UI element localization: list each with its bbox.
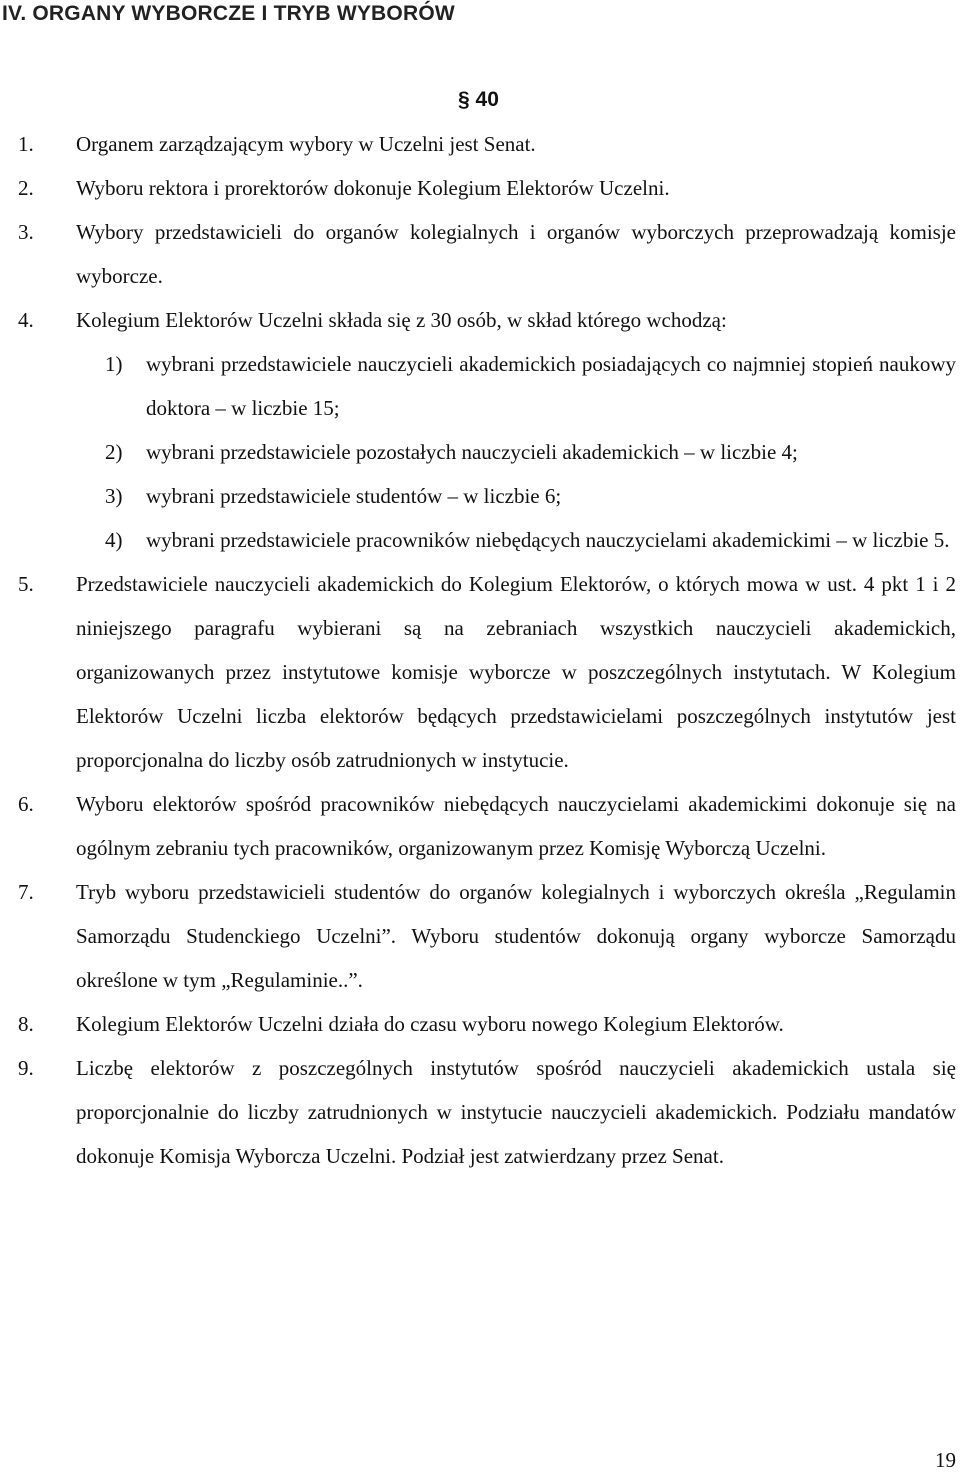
sub-item-number: 2): [105, 440, 123, 464]
item-text: Liczbę elektorów z poszczególnych instytutów spośród nauczycieli akademickich ustala się proporcjonalnie do liczby zatrudnionych w instytucie nauczycieli akademickich. Podziału mandatów dokonuje Komisja Wyborcza Uczelni. Podział jest zatwierdzany przez Senat.: [76, 1056, 956, 1168]
sub-item-number: 3): [105, 484, 123, 508]
section-number: § 40: [458, 88, 499, 111]
item-text: Kolegium Elektorów Uczelni składa się z 30 osób, w skład którego wchodzą:: [76, 308, 727, 332]
sub-item-text: wybrani przedstawiciele studentów – w liczbie 6;: [146, 484, 562, 508]
chapter-heading: IV. ORGANY WYBORCZE I TRYB WYBORÓW: [2, 2, 455, 25]
list-item: [0, 298, 960, 342]
sub-list-item: [105, 430, 960, 474]
page-number: 19: [935, 1448, 956, 1472]
sub-item-number: 4): [105, 528, 123, 552]
item-number: 4.: [18, 308, 34, 332]
item-number: 7.: [18, 880, 34, 904]
item-number: 9.: [18, 1056, 34, 1080]
sub-item-number: 1): [105, 352, 123, 376]
list-item: [0, 166, 960, 210]
item-number: 1.: [18, 132, 34, 156]
item-number: 2.: [18, 176, 34, 200]
item-number: 5.: [18, 572, 34, 596]
sub-item-text: wybrani przedstawiciele pracowników niebędących nauczycielami akademickimi – w liczbie 5.: [146, 528, 950, 552]
sub-item-text: wybrani przedstawiciele pozostałych nauczycieli akademickich – w liczbie 4;: [146, 440, 798, 464]
item-text: Przedstawiciele nauczycieli akademickich do Kolegium Elektorów, o których mowa w ust. 4 pkt 1 i 2 niniejszego paragrafu wybierani są na zebraniach wszystkich nauczycieli akademickich, organizowanych przez instytutowe komisje wyborcze w poszczególnych instytutach. W Kolegium Elektorów Uczelni liczba elektorów będących przedstawicielami poszczególnych instytutów jest proporcjonalna do liczby osób zatrudnionych w instytucie.: [76, 572, 956, 772]
list-item: [0, 210, 960, 298]
item-number: 6.: [18, 792, 34, 816]
item-number: 8.: [18, 1012, 34, 1036]
item-text: Kolegium Elektorów Uczelni działa do czasu wyboru nowego Kolegium Elektorów.: [76, 1012, 784, 1036]
sub-list-item: [105, 474, 960, 518]
item-text: Tryb wyboru przedstawicieli studentów do organów kolegialnych i wyborczych określa „Regulamin Samorządu Studenckiego Uczelni”. Wyboru studentów dokonują organy wyborcze Samorządu określone w tym „Regulaminie..”.: [76, 880, 956, 992]
list-item: [0, 1046, 960, 1178]
item-text: Wyboru rektora i prorektorów dokonuje Kolegium Elektorów Uczelni.: [76, 176, 670, 200]
list-item: [0, 1002, 960, 1046]
item-text: Wyboru elektorów spośród pracowników niebędących nauczycielami akademickimi dokonuje się na ogólnym zebraniu tych pracowników, organizowanym przez Komisję Wyborczą Uczelni.: [76, 792, 956, 860]
list-item: [0, 870, 960, 1002]
list-item: [0, 562, 960, 782]
item-text: Wybory przedstawicieli do organów kolegialnych i organów wyborczych przeprowadzają komisje wyborcze.: [76, 220, 956, 288]
list-item: [0, 782, 960, 870]
item-number: 3.: [18, 220, 34, 244]
list-item: [0, 122, 960, 166]
sub-list-item: [105, 518, 960, 562]
sub-list-item: [105, 342, 960, 430]
document-body: [0, 122, 960, 1178]
sub-item-text: wybrani przedstawiciele nauczycieli akademickich posiadających co najmniej stopień naukowy doktora – w liczbie 15;: [146, 352, 956, 420]
item-text: Organem zarządzającym wybory w Uczelni jest Senat.: [76, 132, 536, 156]
